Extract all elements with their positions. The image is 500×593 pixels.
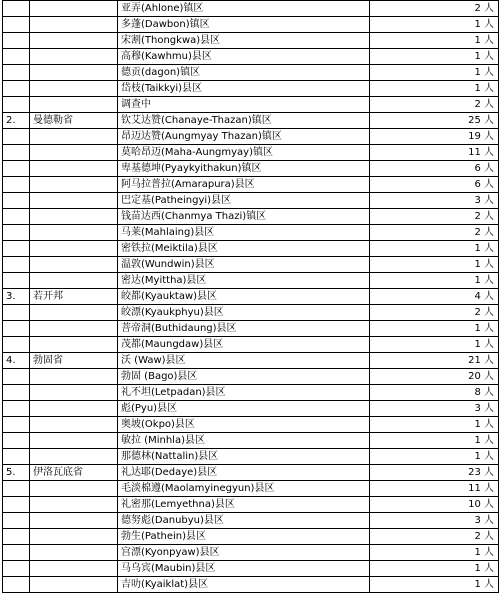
district-cell: 宋割(Thongkwa)县区: [118, 33, 370, 49]
district-cell: 礼密那(Lemyethna)县区: [118, 497, 370, 513]
row-number-cell: [3, 193, 30, 209]
region-cell: [30, 481, 118, 497]
row-number-cell: [3, 257, 30, 273]
count-cell: 1 人: [370, 545, 499, 561]
region-cell: [30, 257, 118, 273]
region-cell: [30, 161, 118, 177]
table-row: [3, 257, 499, 273]
row-number-cell: [3, 1, 30, 17]
district-cell: 钦艾达赞(Chanaye-Thazan)镇区: [118, 113, 370, 129]
count-cell: 1 人: [370, 81, 499, 97]
district-cell: 钱苗达西(Chanmya Thazi)镇区: [118, 209, 370, 225]
district-cell: 皎漂(Kyaukphyu)县区: [118, 305, 370, 321]
region-cell: [30, 97, 118, 113]
table-row: [3, 289, 499, 305]
region-cell: [30, 337, 118, 353]
region-cell: [30, 17, 118, 33]
region-cell: [30, 369, 118, 385]
count-cell: 6 人: [370, 161, 499, 177]
row-number-cell: [3, 369, 30, 385]
count-cell: 4 人: [370, 289, 499, 305]
count-cell: 11 人: [370, 145, 499, 161]
count-cell: 1 人: [370, 417, 499, 433]
district-cell: 亚弄(Ahlone)镇区: [118, 1, 370, 17]
count-cell: 6 人: [370, 177, 499, 193]
row-number-cell: [3, 225, 30, 241]
count-cell: 1 人: [370, 241, 499, 257]
count-cell: 2 人: [370, 97, 499, 113]
row-number-cell: [3, 561, 30, 577]
row-number-cell: [3, 273, 30, 289]
count-cell: 19 人: [370, 129, 499, 145]
table-row: [3, 113, 499, 129]
count-cell: 21 人: [370, 353, 499, 369]
district-cell: 宫漂(Kyonpyaw)县区: [118, 545, 370, 561]
table-row: [3, 577, 499, 593]
count-cell: 3 人: [370, 193, 499, 209]
district-cell: 德贡(dagon)镇区: [118, 65, 370, 81]
table-row: [3, 353, 499, 369]
district-cell: 高穆(Kawhmu)县区: [118, 49, 370, 65]
row-number-cell: [3, 529, 30, 545]
table-row: [3, 337, 499, 353]
row-number-cell: [3, 49, 30, 65]
region-cell: [30, 561, 118, 577]
count-cell: 1 人: [370, 337, 499, 353]
region-cell: [30, 577, 118, 593]
table-row: [3, 129, 499, 145]
district-cell: 毛淡棉遵(Maolamyinegyun)县区: [118, 481, 370, 497]
count-cell: 1 人: [370, 321, 499, 337]
table-row: [3, 225, 499, 241]
region-cell: 勃固省: [30, 353, 118, 369]
table-row: [3, 401, 499, 417]
district-cell: 敏拉 (Minhla)县区: [118, 433, 370, 449]
count-cell: 23 人: [370, 465, 499, 481]
district-cell: 勃固 (Bago)县区: [118, 369, 370, 385]
region-cell: [30, 241, 118, 257]
region-cell: [30, 385, 118, 401]
region-cell: [30, 81, 118, 97]
row-number-cell: [3, 17, 30, 33]
count-cell: 2 人: [370, 305, 499, 321]
region-cell: [30, 129, 118, 145]
district-cell: 多蓬(Dawbon)镇区: [118, 17, 370, 33]
row-number-cell: [3, 241, 30, 257]
table-row: [3, 369, 499, 385]
region-cell: [30, 65, 118, 81]
region-cell: [30, 1, 118, 17]
table-row: [3, 209, 499, 225]
count-cell: 11 人: [370, 481, 499, 497]
region-cell: [30, 305, 118, 321]
region-cell: [30, 225, 118, 241]
region-cell: [30, 529, 118, 545]
region-cell: [30, 193, 118, 209]
row-number-cell: [3, 417, 30, 433]
row-number-cell: [3, 401, 30, 417]
table-row: [3, 417, 499, 433]
row-number-cell: [3, 81, 30, 97]
count-cell: 1 人: [370, 65, 499, 81]
table-row: [3, 513, 499, 529]
district-cell: 德努彪(Danubyu)县区: [118, 513, 370, 529]
count-cell: 1 人: [370, 257, 499, 273]
district-cell: 礼达耶(Dedaye)县区: [118, 465, 370, 481]
count-cell: 2 人: [370, 529, 499, 545]
district-cell: 卑基德坤(Pyaykyithakun)镇区: [118, 161, 370, 177]
table-row: [3, 161, 499, 177]
row-number-cell: 4.: [3, 353, 30, 369]
region-cell: [30, 545, 118, 561]
region-cell: [30, 433, 118, 449]
region-cell: [30, 145, 118, 161]
count-cell: 1 人: [370, 577, 499, 593]
district-cell: 密达(Myittha)县区: [118, 273, 370, 289]
region-cell: 曼德勒省: [30, 113, 118, 129]
count-cell: 3 人: [370, 401, 499, 417]
region-cell: [30, 33, 118, 49]
table-row: [3, 49, 499, 65]
region-cell: [30, 49, 118, 65]
table-row: [3, 33, 499, 49]
table-row: [3, 497, 499, 513]
count-cell: 1 人: [370, 433, 499, 449]
case-table: [2, 0, 499, 593]
district-cell: 调查中: [118, 97, 370, 113]
table-row: [3, 305, 499, 321]
count-cell: 1 人: [370, 49, 499, 65]
count-cell: 20 人: [370, 369, 499, 385]
count-cell: 2 人: [370, 209, 499, 225]
district-cell: 密铁拉(Meiktila)县区: [118, 241, 370, 257]
count-cell: 2 人: [370, 225, 499, 241]
table-row: [3, 193, 499, 209]
row-number-cell: [3, 577, 30, 593]
region-cell: 若开邦: [30, 289, 118, 305]
table-row: [3, 545, 499, 561]
region-cell: [30, 513, 118, 529]
row-number-cell: [3, 497, 30, 513]
row-number-cell: [3, 545, 30, 561]
table-row: [3, 145, 499, 161]
count-cell: 10 人: [370, 497, 499, 513]
table-row: [3, 561, 499, 577]
row-number-cell: 3.: [3, 289, 30, 305]
row-number-cell: [3, 513, 30, 529]
table-row: [3, 321, 499, 337]
region-cell: [30, 321, 118, 337]
row-number-cell: [3, 65, 30, 81]
row-number-cell: 2.: [3, 113, 30, 129]
table-body: [3, 1, 499, 593]
district-cell: 巴定基(Patheingyi)县区: [118, 193, 370, 209]
district-cell: 彪(Pyu)县区: [118, 401, 370, 417]
row-number-cell: [3, 33, 30, 49]
table-row: [3, 433, 499, 449]
region-cell: [30, 401, 118, 417]
count-cell: 1 人: [370, 33, 499, 49]
table-row: [3, 385, 499, 401]
row-number-cell: [3, 129, 30, 145]
district-cell: 阿马拉普拉(Amarapura)县区: [118, 177, 370, 193]
district-cell: 沃 (Waw)县区: [118, 353, 370, 369]
region-cell: 伊洛瓦底省: [30, 465, 118, 481]
row-number-cell: [3, 177, 30, 193]
count-cell: 8 人: [370, 385, 499, 401]
row-number-cell: [3, 433, 30, 449]
table-row: [3, 17, 499, 33]
count-cell: 3 人: [370, 513, 499, 529]
row-number-cell: [3, 161, 30, 177]
table-row: [3, 241, 499, 257]
table-row: [3, 81, 499, 97]
row-number-cell: [3, 385, 30, 401]
district-cell: 温敦(Wundwin)县区: [118, 257, 370, 273]
row-number-cell: [3, 481, 30, 497]
district-cell: 马乌宾(Maubin)县区: [118, 561, 370, 577]
table-row: [3, 1, 499, 17]
district-cell: 皎都(Kyauktaw)县区: [118, 289, 370, 305]
district-cell: 勃生(Pathein)县区: [118, 529, 370, 545]
district-cell: 那德林(Nattalin)县区: [118, 449, 370, 465]
region-cell: [30, 449, 118, 465]
region-cell: [30, 209, 118, 225]
district-cell: 礼不坦(Letpadan)县区: [118, 385, 370, 401]
district-cell: 马莱(Mahlaing)县区: [118, 225, 370, 241]
table-row: [3, 177, 499, 193]
region-cell: [30, 417, 118, 433]
count-cell: 1 人: [370, 273, 499, 289]
table-row: [3, 465, 499, 481]
district-cell: 菩帝洞(Buthidaung)县区: [118, 321, 370, 337]
row-number-cell: [3, 209, 30, 225]
count-cell: 1 人: [370, 17, 499, 33]
region-cell: [30, 177, 118, 193]
table-row: [3, 97, 499, 113]
district-cell: 莫哈昂迈(Maha-Aungmyay)镇区: [118, 145, 370, 161]
district-cell: 茂都(Maungdaw)县区: [118, 337, 370, 353]
table-row: [3, 449, 499, 465]
count-cell: 1 人: [370, 449, 499, 465]
district-cell: 昂迈达赞(Aungmyay Thazan)镇区: [118, 129, 370, 145]
district-cell: 吉叻(Kyaiklat)县区: [118, 577, 370, 593]
row-number-cell: [3, 449, 30, 465]
row-number-cell: [3, 337, 30, 353]
table-row: [3, 65, 499, 81]
count-cell: 1 人: [370, 561, 499, 577]
district-cell: 岱枝(Taikkyi)县区: [118, 81, 370, 97]
row-number-cell: [3, 305, 30, 321]
region-cell: [30, 273, 118, 289]
count-cell: 2 人: [370, 1, 499, 17]
district-cell: 奥坡(Okpo)县区: [118, 417, 370, 433]
table-row: [3, 529, 499, 545]
count-cell: 25 人: [370, 113, 499, 129]
row-number-cell: 5.: [3, 465, 30, 481]
row-number-cell: [3, 145, 30, 161]
table-row: [3, 481, 499, 497]
row-number-cell: [3, 321, 30, 337]
row-number-cell: [3, 97, 30, 113]
table-row: [3, 273, 499, 289]
region-cell: [30, 497, 118, 513]
